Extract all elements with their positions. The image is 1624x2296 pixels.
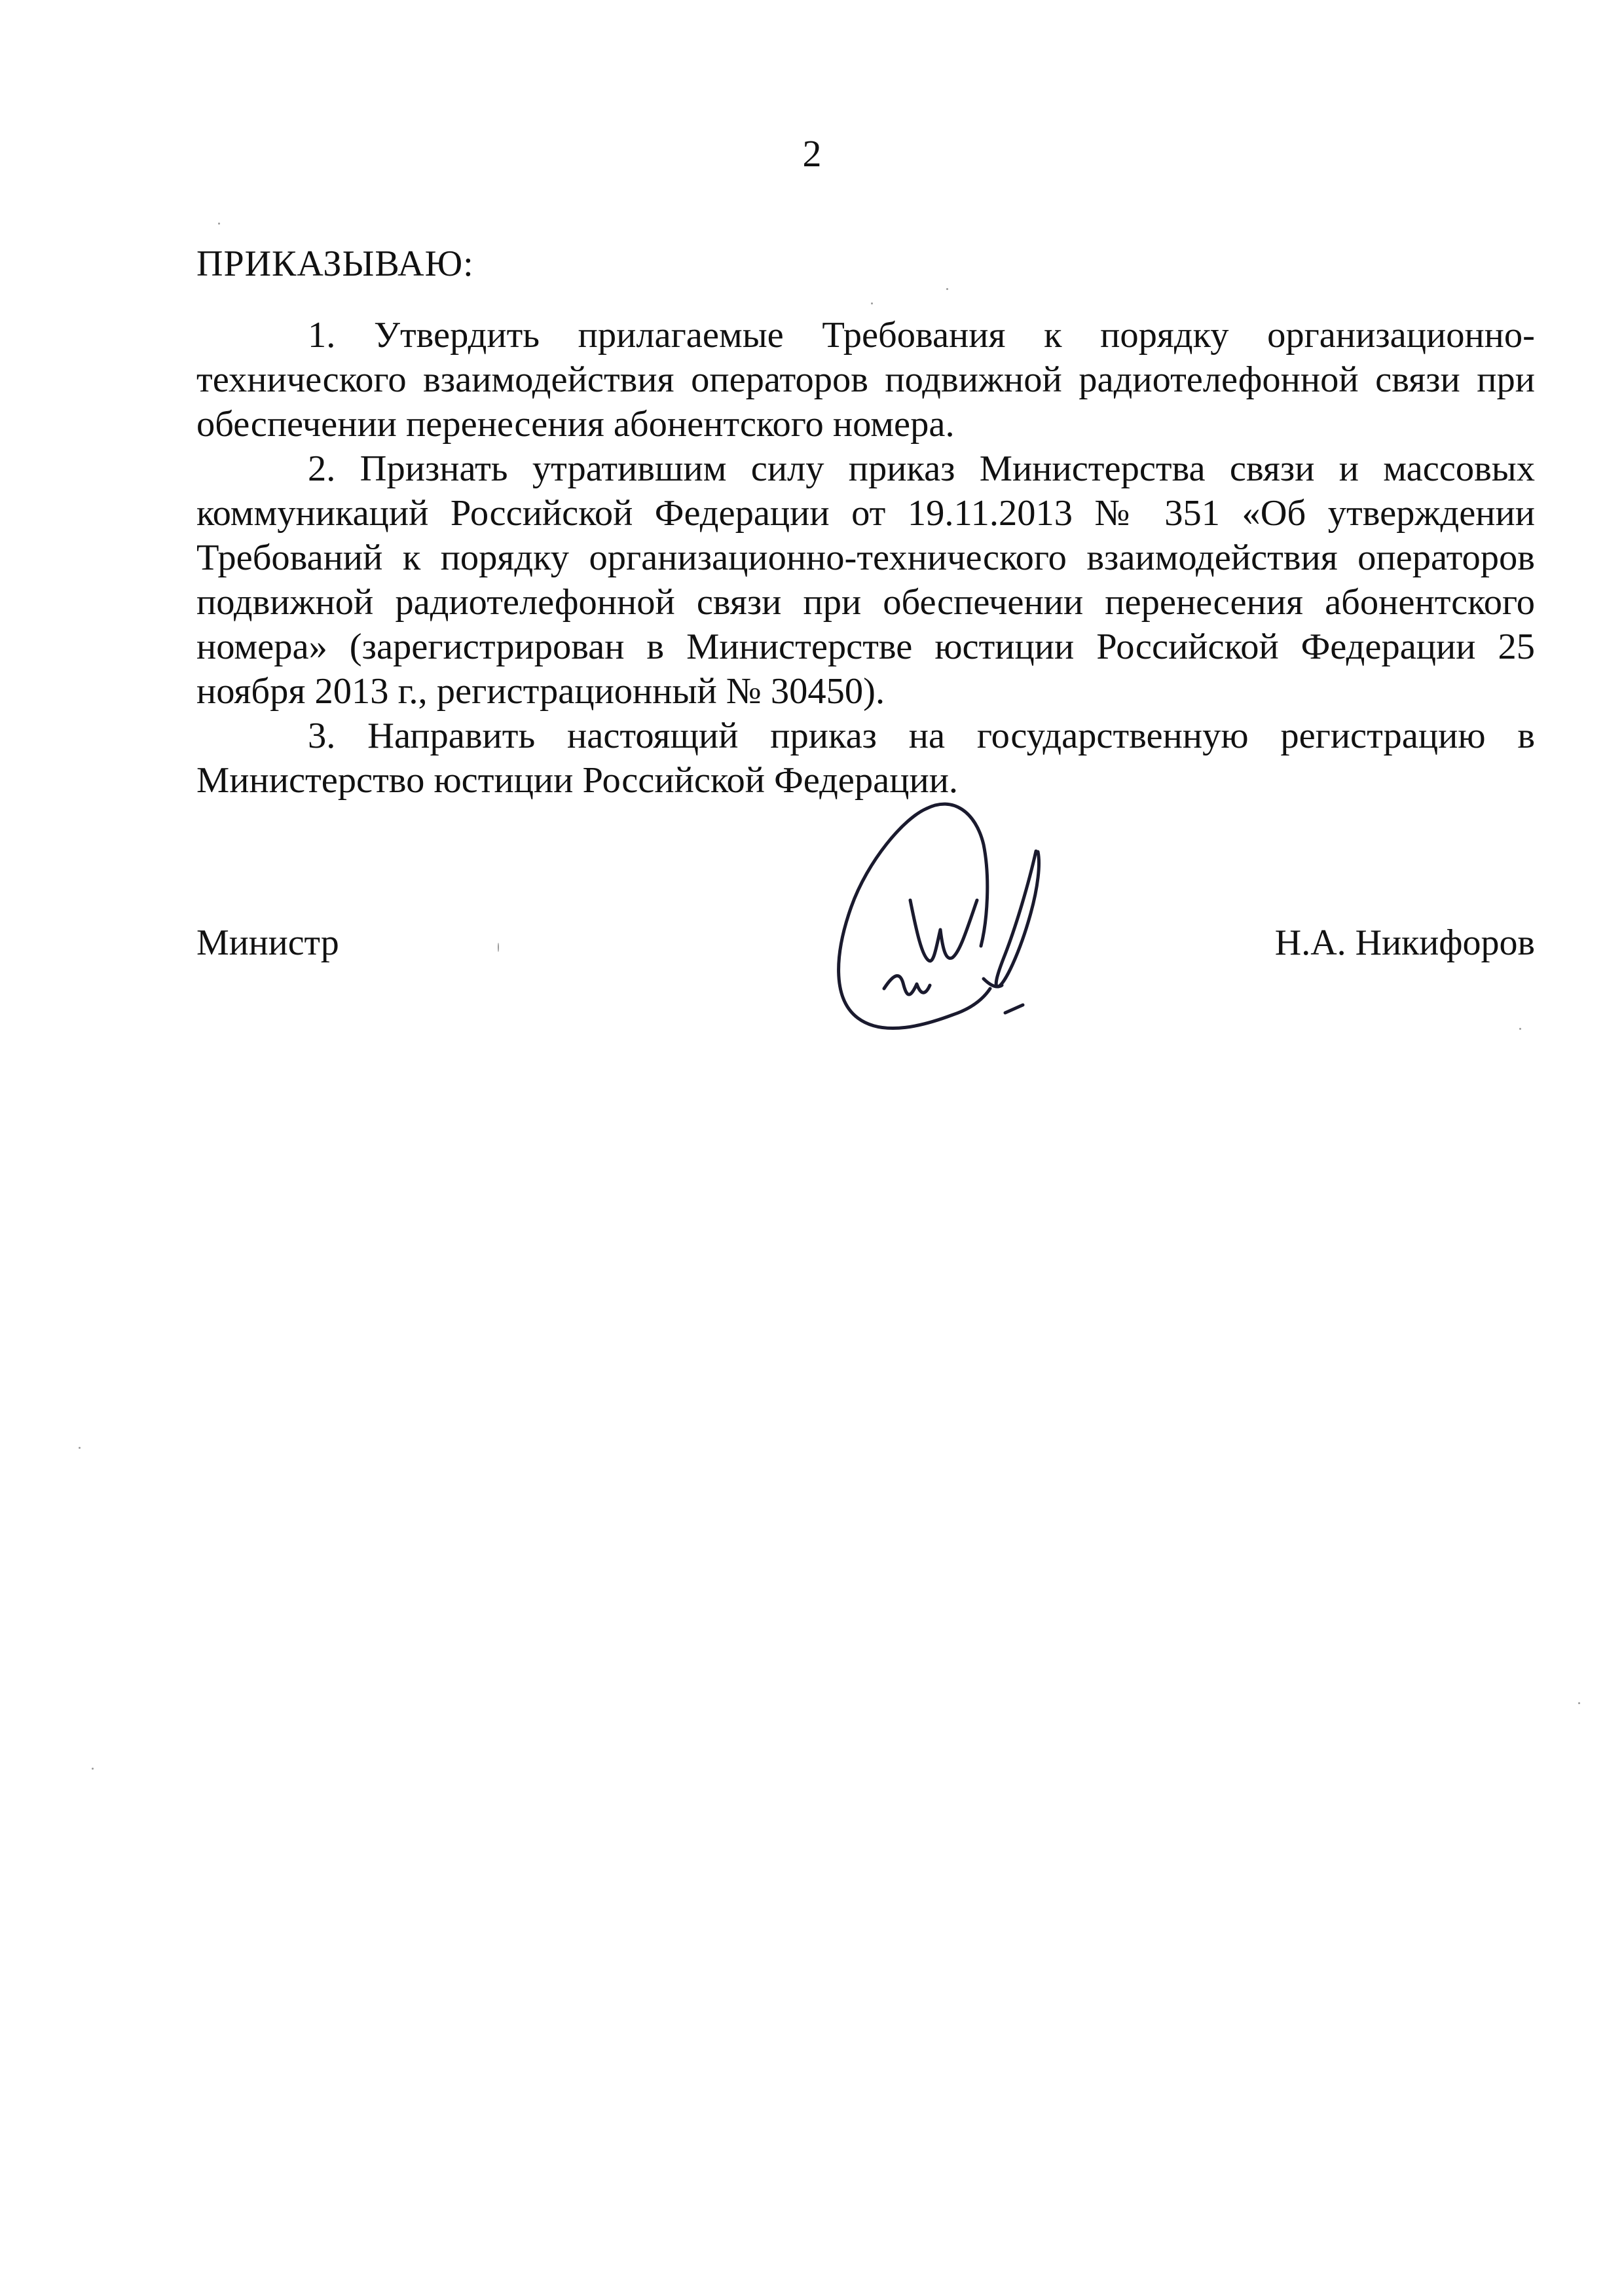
scan-speck [92, 1768, 94, 1770]
handwritten-signature [812, 789, 1087, 1051]
scan-speck [1519, 1028, 1521, 1030]
scan-speck [218, 223, 220, 225]
page-number: 2 [802, 132, 822, 175]
scan-speck [1578, 1702, 1580, 1704]
scan-speck [871, 302, 873, 304]
order-item-2: 2. Признать утратившим силу приказ Министерства связи и массовых коммуникаций Российской Федерации от 19.11.2013 № 351 «Об утверждении Требований к порядку организационно-технического взаимодействия операторов подвижной радиотелефонной связи при обеспечении перенесения абонентского номера» (зарегистрирован в Министерстве юстиции Российской Федерации 25 ноября 2013 г., регистрационный № 30450). [196, 448, 1535, 712]
scan-speck [498, 943, 499, 952]
order-item-1: 1. Утвердить прилагаемые Требования к порядку организационно-технического взаимодействия операторов подвижной радиотелефонной связи при обеспечении перенесения абонентского номера. [196, 315, 1535, 445]
signatory-name: Н.А. Никифоров [1274, 922, 1535, 963]
scan-speck [946, 288, 948, 290]
signatory-position: Министр [196, 922, 339, 963]
order-heading: ПРИКАЗЫВАЮ: [196, 244, 474, 284]
scan-speck [79, 1447, 81, 1449]
order-item-3: 3. Направить настоящий приказ на государственную регистрацию в Министерство юстиции Российской Федерации. [196, 716, 1535, 801]
order-body [196, 313, 1535, 803]
